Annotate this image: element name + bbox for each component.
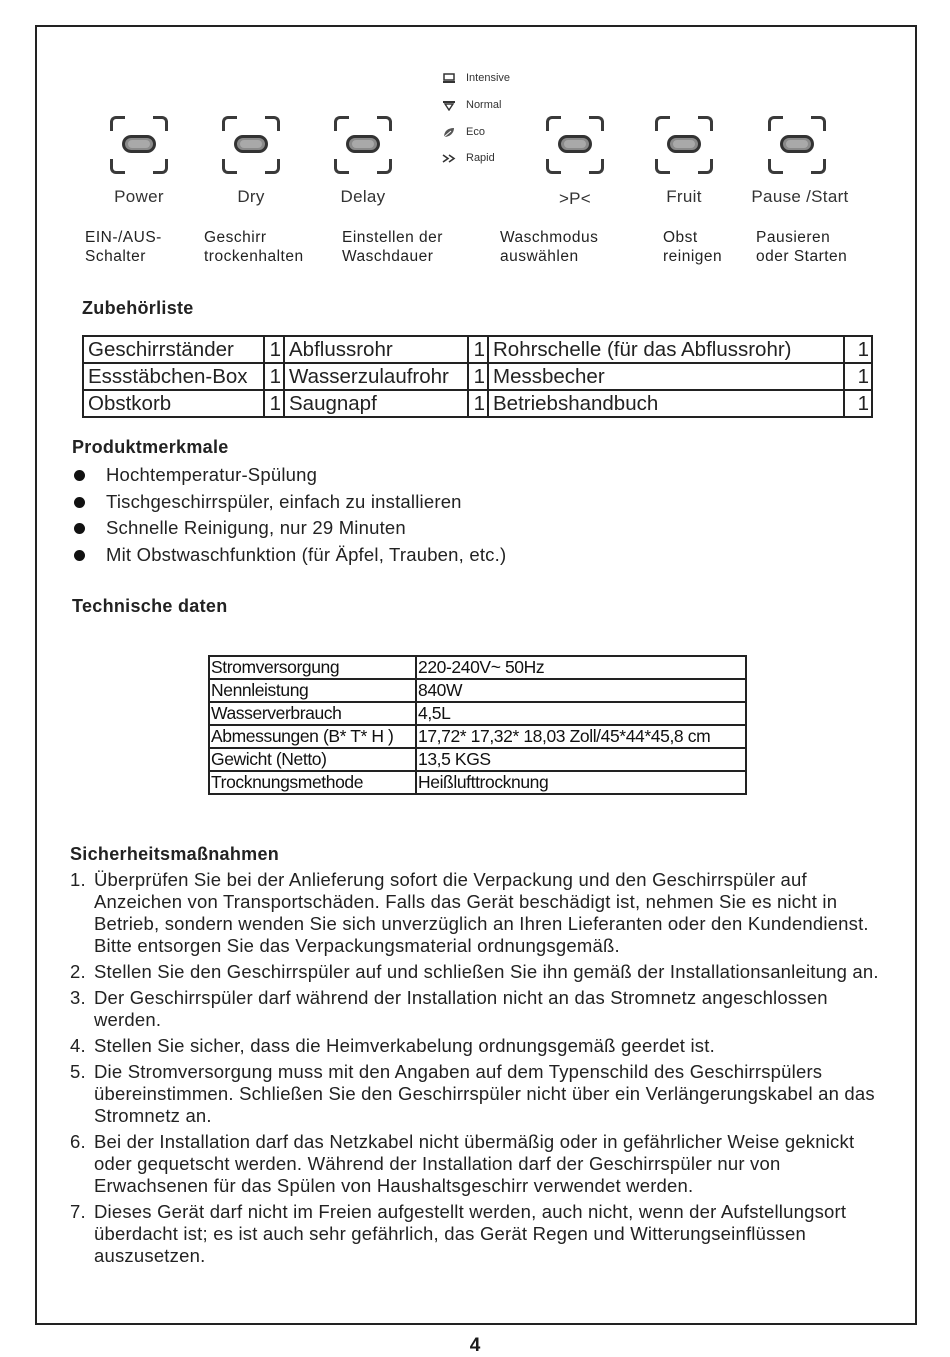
- list-item: 3. Der Geschirrspüler darf während der Installation nicht an das Stromnetz angeschlossen werden.: [70, 987, 828, 1030]
- delay-description: Einstellen der Waschdauer: [342, 229, 443, 265]
- intensive-mode-icon: [442, 73, 456, 84]
- table-cell: 840W: [416, 679, 746, 702]
- pause-start-description: Pausieren oder Starten: [756, 229, 848, 265]
- table-cell: Rohrschelle (für das Abflussrohr): [488, 336, 844, 363]
- power-label: Power: [114, 187, 164, 206]
- list-item: 4. Stellen Sie sicher, dass die Heimverkabelung ordnungsgemäß geerdet ist.: [70, 1035, 715, 1056]
- table-cell: Betriebshandbuch: [488, 390, 844, 417]
- table-cell: 1: [264, 363, 284, 390]
- table-row: [209, 771, 746, 794]
- delay-label: Delay: [340, 187, 386, 206]
- table-cell: Stromversorgung: [209, 656, 416, 679]
- accessories-heading: Zubehörliste: [82, 298, 194, 318]
- page-number: 4: [469, 1335, 481, 1356]
- program-description: Waschmodus auswählen: [500, 229, 599, 265]
- list-item: 5. Die Stromversorgung muss mit den Angaben auf dem Typenschild des Geschirrspülers übereinstimmen. Schließen Sie den Geschirrspüler nicht über ein Verlängerungskabel an das Stromnetz an.: [70, 1061, 875, 1126]
- table-cell: Wasserverbrauch: [209, 702, 416, 725]
- fruit-description: Obst reinigen: [663, 229, 723, 265]
- table-cell: Geschirrständer: [83, 336, 264, 363]
- tech-table: [208, 655, 747, 795]
- list-item: 2. Stellen Sie den Geschirrspüler auf und schließen Sie ihn gemäß der Installationsanleitung an.: [70, 961, 879, 982]
- list-item: Mit Obstwaschfunktion (für Äpfel, Trauben, etc.): [72, 542, 506, 569]
- program-button[interactable]: [546, 116, 604, 174]
- table-cell: Wasserzulaufrohr: [284, 363, 468, 390]
- tech-heading: Technische daten: [72, 596, 228, 616]
- table-cell: Abmessungen (B* T* H ): [209, 725, 416, 748]
- table-row: [209, 656, 746, 679]
- features-heading: Produktmerkmale: [72, 437, 229, 457]
- table-cell: Gewicht (Netto): [209, 748, 416, 771]
- accessories-table: [82, 335, 873, 418]
- eco-mode-icon: [442, 127, 456, 138]
- list-item: 7. Dieses Gerät darf nicht im Freien aufgestellt werden, auch nicht, wenn der Aufstellungsort überdacht ist; es ist auch sehr gefährlich, das Gerät Regen und Witterungseinflüssen auszusetzen.: [70, 1201, 847, 1266]
- table-row: [209, 725, 746, 748]
- table-cell: 17,72* 17,32* 18,03 Zoll/45*44*45,8 cm: [416, 725, 746, 748]
- table-cell: Abflussrohr: [284, 336, 468, 363]
- table-cell: 1: [468, 336, 488, 363]
- safety-list: [70, 869, 890, 1271]
- table-cell: 4,5L: [416, 702, 746, 725]
- table-row: [209, 679, 746, 702]
- pause-start-button[interactable]: [768, 116, 826, 174]
- fruit-label: Fruit: [666, 187, 702, 206]
- table-cell: Messbecher: [488, 363, 844, 390]
- list-item: 1. Überprüfen Sie bei der Anlieferung sofort die Verpackung und den Geschirrspüler auf Anzeichen von Transportschäden. Falls das Gerät beschädigt ist, nehmen Sie es nicht in Betrieb, sondern wenden Sie sich unverzüglich an Ihren Lieferanten oder den Kundendienst. Bitte entsorgen Sie das Verpackungsmaterial ordnungsgemäß.: [70, 869, 869, 956]
- table-cell: 1: [264, 390, 284, 417]
- table-row: [83, 363, 872, 390]
- table-cell: Nennleistung: [209, 679, 416, 702]
- normal-mode-icon: [442, 100, 456, 111]
- mode-normal: Normal: [442, 98, 501, 112]
- list-item: Tischgeschirrspüler, einfach zu installieren: [72, 489, 506, 516]
- safety-heading: Sicherheitsmaßnahmen: [70, 844, 280, 864]
- table-cell: 1: [844, 336, 872, 363]
- dry-button[interactable]: [222, 116, 280, 174]
- table-row: [209, 748, 746, 771]
- table-cell: 1: [468, 363, 488, 390]
- mode-rapid: Rapid: [442, 151, 495, 165]
- list-item: Hochtemperatur-Spülung: [72, 462, 506, 489]
- table-cell: Saugnapf: [284, 390, 468, 417]
- program-label: >P<: [558, 189, 592, 208]
- list-item: 6. Bei der Installation darf das Netzkabel nicht übermäßig oder in gefährlicher Weise geknickt oder gequetscht werden. Während der Installation darf der Geschirrspüler nur von Erwachsenen für das Spülen von Haushaltsgeschirr verwendet werden.: [70, 1131, 855, 1196]
- table-cell: 1: [468, 390, 488, 417]
- table-cell: Trocknungsmethode: [209, 771, 416, 794]
- features-list: [72, 462, 506, 568]
- table-row: [83, 336, 872, 363]
- rapid-mode-icon: [442, 153, 456, 164]
- table-cell: 1: [844, 390, 872, 417]
- mode-intensive: Intensive: [442, 71, 510, 85]
- fruit-button[interactable]: [655, 116, 713, 174]
- dry-description: Geschirr trockenhalten: [204, 229, 304, 265]
- table-cell: Essstäbchen-Box: [83, 363, 264, 390]
- mode-eco: Eco: [442, 125, 485, 139]
- table-cell: Heißlufttrocknung: [416, 771, 746, 794]
- delay-button[interactable]: [334, 116, 392, 174]
- table-cell: 220-240V~ 50Hz: [416, 656, 746, 679]
- dry-label: Dry: [237, 187, 265, 206]
- table-cell: Obstkorb: [83, 390, 264, 417]
- table-row: [209, 702, 746, 725]
- table-cell: 13,5 KGS: [416, 748, 746, 771]
- table-row: [83, 390, 872, 417]
- table-cell: 1: [844, 363, 872, 390]
- list-item: Schnelle Reinigung, nur 29 Minuten: [72, 515, 506, 542]
- pause-start-label: Pause /Start: [751, 187, 849, 206]
- table-cell: 1: [264, 336, 284, 363]
- power-description: EIN-/AUS- Schalter: [85, 229, 162, 265]
- power-button[interactable]: [110, 116, 168, 174]
